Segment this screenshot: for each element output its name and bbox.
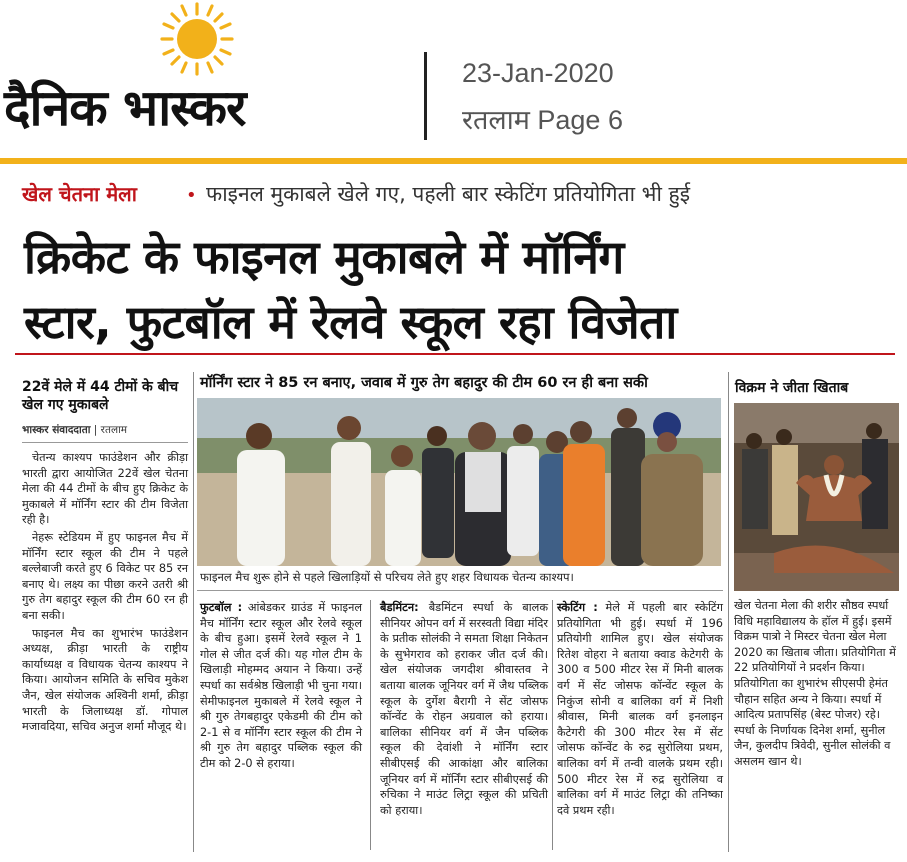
column-lead: फुटबॉल : bbox=[200, 601, 243, 614]
left-paragraph: नेहरू स्टेडियम में हुए फाइनल मैच में मॉर्निंग स्टार स्कूल की टीम ने पहले बल्लेबाजी करते हुए 6 विकेट पर 85 रन बनाए थे। लक्ष्य का पीछा करने उतरी श्री गुरु तेग बहादुर स्कूल की टीम 60 रन ही बना सकी। bbox=[22, 530, 188, 622]
headline-line-2: स्टार, फुटबॉल में रेलवे स्कूल रहा विजेता bbox=[24, 295, 677, 349]
photo-headline: मॉर्निंग स्टार ने 85 रन बनाए, जवाब में गुरु तेग बहादुर की टीम 60 रन ही बना सकी bbox=[200, 375, 648, 391]
kicker-bullet: • bbox=[186, 185, 197, 206]
column-lead: स्केटिंग : bbox=[557, 601, 598, 614]
left-paragraph: फाइनल मैच का शुभारंभ फाउंडेशन अध्यक्ष, क्रीड़ा भारती के राष्ट्रीय कार्याध्यक्ष व विधायक चेतन्य काश्यप ने किया। आयोजन समिति के सचिव मुकेश जैन, खेल संयोजक अश्विनी शर्मा, क्रीड़ा भारती के जिलाध्यक्ष डॉ. गोपाल मजावदिया, सचिव अनुज शर्मा मौजूद थे। bbox=[22, 626, 188, 734]
photo-caption: फाइनल मैच शुरू होने से पहले खिलाड़ियों से परिचय लेते हुए शहर विधायक चेतन्य काश्यप। bbox=[200, 570, 574, 584]
byline bbox=[22, 423, 127, 437]
event-photo bbox=[197, 398, 721, 566]
column-lead: बैडमिंटन: bbox=[380, 601, 419, 614]
headline-rule bbox=[15, 353, 895, 355]
photo-rule bbox=[197, 590, 723, 591]
column-text: आंबेडकर ग्राउंड में फाइनल मैच मॉर्निंग स्टार स्कूल और रेलवे स्कूल के बीच हुआ। इसमें रेलवे स्कूल ने 1 गोल से जीत दर्ज की। यह गोल टीम के खिलाड़ी मोहम्मद अयान ने किया। उन्हें स्पर्धा का सर्वश्रेष्ठ खिलाड़ी भी चुना गया। सेमीफाइनल मुकाबले में रेलवे स्कूल ने श्री गुरु तेगबहादुर एकेडमी की टीम को 2-1 से व मॉर्निंग स्टार स्कूल की टीम ने श्री गुरु तेग बहादुर पब्लिक स्कूल की टीम को 2-0 से हराया। bbox=[200, 601, 362, 770]
left-paragraph: चेतन्य काश्यप फाउंडेशन और क्रीड़ा भारती द्वारा आयोजित 22वें खेल चेतना मेला की 44 टीमों के बीच हुए क्रिकेट के मुकाबले में मॉर्निंग स्टार की टीम विजेता रही है। bbox=[22, 451, 188, 527]
masthead-divider bbox=[424, 52, 427, 140]
newspaper-logo: दैनिक भास्कर bbox=[4, 79, 246, 137]
football-column bbox=[200, 600, 362, 772]
byline-rule bbox=[22, 442, 188, 443]
column-divider bbox=[728, 372, 729, 852]
byline-agency: भास्कर संवाददाता bbox=[22, 424, 91, 436]
headline-line-1: क्रिकेट के फाइनल मुकाबले में मॉर्निंग bbox=[24, 230, 624, 284]
column-text: बैडमिंटन स्पर्धा के बालक सीनियर ओपन वर्ग में सरस्वती विद्या मंदिर के प्रतीक सोलंकी ने समता शिक्षा निकेतन के सुभेगराव को हराकर जीत दर्ज की। खेल संयोजक जगदीश श्रीवास्तव ने बताया बालक जूनियर वर्ग में जैथ पब्लिक स्कूल के दुर्गेश बैरागी ने सेंट जोसफ कॉन्वेंट के रोहन अग्रवाल को हराया। बालिका सीनियर वर्ग में जैन पब्लिक स्कूल की देवांशी ने मॉर्निंग स्टार सीबीएसई की आकांक्षा और बालिका जूनियर वर्ग में मॉर्निंग स्टार सीबीएसई की रुचिका ने माउंट लिट्रा स्कूल की प्रचिती को हराया। bbox=[380, 601, 548, 817]
sun-logo-icon bbox=[160, 2, 234, 76]
kicker-subtitle: फाइनल मुकाबले खेले गए, पहली बार स्केटिंग प्रतियोगिता भी हुई bbox=[206, 182, 691, 206]
masthead-rule bbox=[0, 158, 907, 164]
section-kicker: खेल चेतना मेला bbox=[22, 182, 137, 206]
issue-date: 23-Jan-2020 bbox=[462, 58, 614, 88]
side-story-text: खेल चेतना मेला की शरीर सौष्ठव स्पर्धा विधि महाविद्यालय के हॉल में हुई। इसमें विक्रम पात्रो ने मिस्टर चेतना खेल मेला 2020 का खिताब जीता। प्रतियोगिता में 22 प्रतियोगियों ने प्रदर्शन किया। प्रतियोगिता का शुभारंभ सीएसपी हेमंत चौहान सहित अन्य ने किया। स्पर्धा में आदित्य प्रतापसिंह (बेस्ट पोजर) रहे। स्पर्धा के निर्णायक दिनेश शर्मा, सुनील जैन, कुलदीप त्रिवेदी, सुनील सोलंकी व असलम खान थे। bbox=[734, 599, 896, 768]
column-divider bbox=[552, 600, 553, 850]
byline-separator: | bbox=[93, 424, 101, 436]
edition-page: रतलाम Page 6 bbox=[462, 105, 623, 135]
column-divider bbox=[193, 372, 194, 852]
column-divider bbox=[370, 600, 371, 850]
left-article-column bbox=[22, 450, 188, 737]
column-text: मेले में पहली बार स्केटिंग प्रतियोगिता भी हुई। स्पर्धा में 196 प्रतियोगी शामिल हुए। खेल संयोजक रितेश वोहरा ने बताया क्वाड केटेगरी के 300 व 500 मीटर रेस में मिनी बालक वर्ग में सेंट जोसफ कॉन्वेंट स्कूल के निकुंज सोनी व बालिका वर्ग में निशी श्रीवास, मिनी बालक वर्ग इनलाइन कैटेगरी की 300 मीटर रेस में सेंट जोसफ कॉन्वेंट के रुद्र सुरोलिया प्रथम, बालिका वर्ग में तन्वी वालके प्रथम रही। 500 मीटर रेस में रुद्र सुरोलिया व बालिका वर्ग में माउंट लिट्रा की तनिष्का दवे प्रथम रही। bbox=[557, 601, 723, 817]
sub-headline: 22वें मेले में 44 टीमों के बीच खेल गए मुकाबले bbox=[22, 379, 179, 413]
side-story-title: विक्रम ने जीता खिताब bbox=[735, 380, 849, 396]
bodybuilding-photo bbox=[734, 403, 899, 591]
byline-city: रतलाम bbox=[100, 424, 128, 436]
skating-column bbox=[557, 600, 723, 818]
badminton-column bbox=[380, 600, 548, 818]
